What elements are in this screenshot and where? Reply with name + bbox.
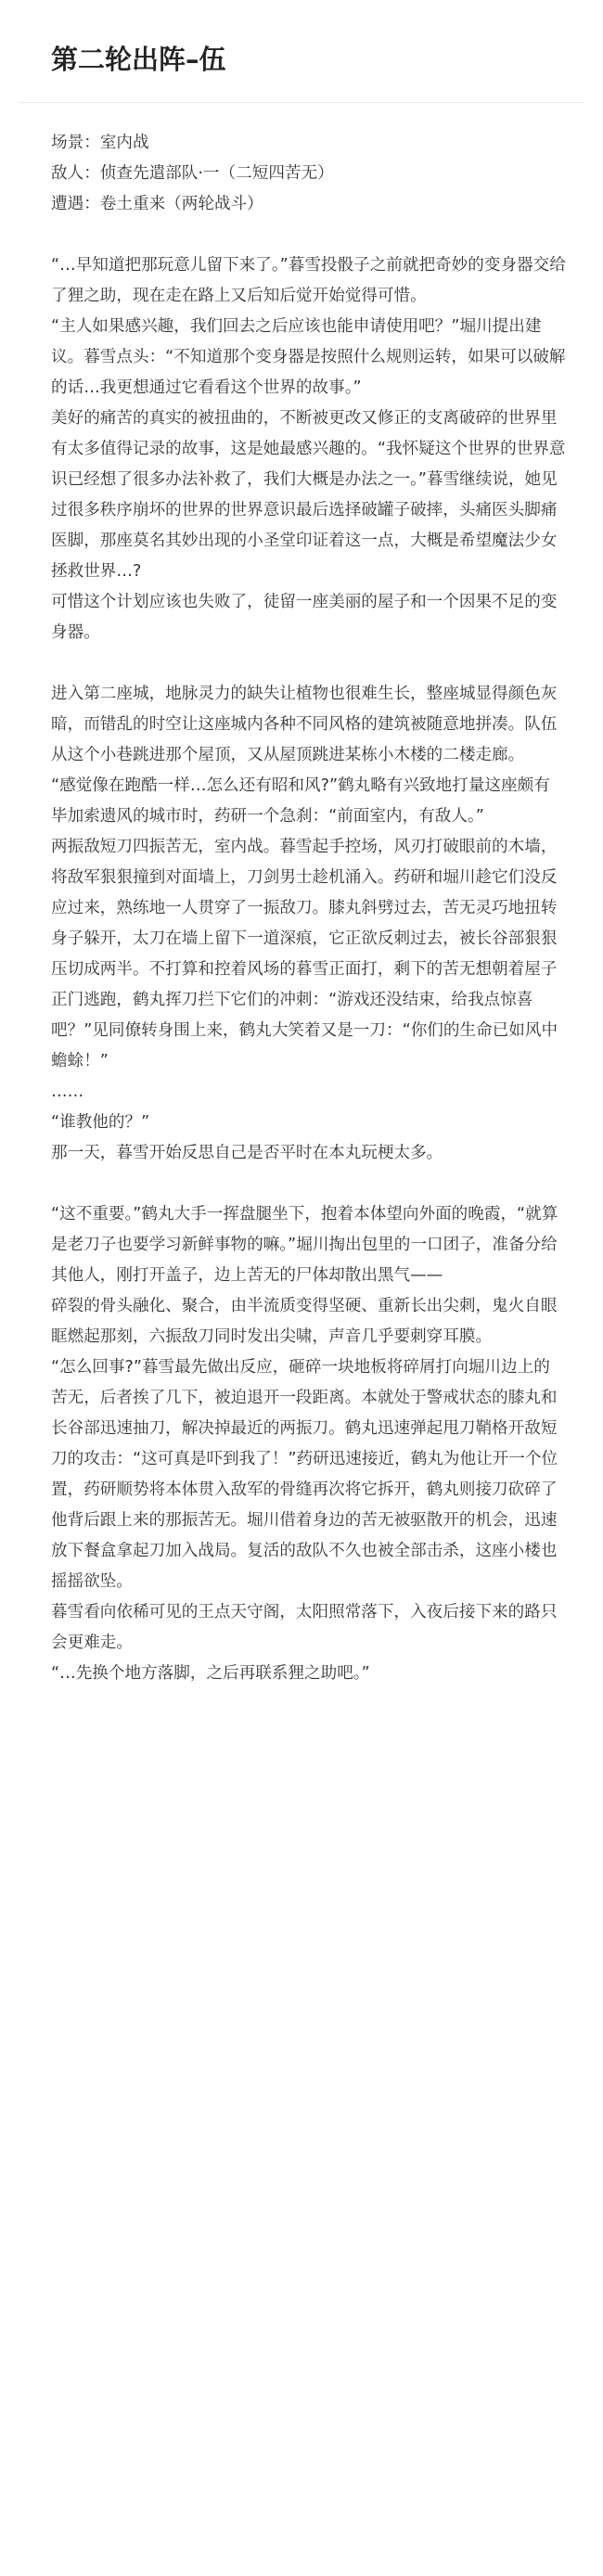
paragraph: 可惜这个计划应该也失败了，徒留一座美丽的屋子和一个因果不足的变身器。 — [51, 593, 558, 642]
paragraph: 碎裂的骨头融化、聚合，由半流质变得坚硬、重新长出尖刺，鬼火自眼眶燃起那刻，六振敌刀同时发出尖啸，声音几乎要刺穿耳膜。 — [51, 1297, 558, 1346]
paragraph: “…先换个地方落脚，之后再联系狸之助吧。” — [51, 1664, 370, 1683]
paragraph: 美好的痛苦的真实的被扭曲的，不断被更改又修正的支离破碎的世界里有太多值得记录的故事，这是她最感兴趣的。“我怀疑这个世界的世界意识已经想了很多办法补救了，我们大概是办法之一。”暮雪继续说，她见过很多秩序崩坏的世界的世界意识最后选择破罐子破摔，头痛医头脚痛医脚，那座莫名其妙出现的小圣堂印证着这一点，大概是希望魔法少女拯救世界…? — [51, 409, 566, 581]
paragraph: “谁教他的？” — [51, 1113, 150, 1132]
paragraph: “感觉像在跑酷一样…怎么还有昭和风?”鹤丸略有兴致地打量这座颇有毕加索遗风的城市时，药研一个急刹：“前面室内，有敌人。” — [51, 776, 550, 826]
meta-enemy: 敌人：侦查先遣部队·一（二短四苦无） — [51, 164, 334, 183]
title-divider — [19, 102, 584, 103]
paragraph: 那一天，暮雪开始反思自己是否平时在本丸玩梗太多。 — [51, 1144, 443, 1162]
article-body — [51, 128, 566, 1689]
article-title: 第二轮出阵–伍 — [51, 44, 226, 75]
blank-line — [51, 220, 566, 250]
meta-scene: 场景：室内战 — [51, 134, 149, 152]
blank-line — [51, 648, 566, 679]
paragraph: 两振敌短刀四振苦无，室内战。暮雪起手控场，风刃打破眼前的木墙，将敌军狠狠撞到对面墙上，刀剑男士趁机涌入。药研和堀川趁它们没反应过来，熟练地一人贯穿了一振敌刀。膝丸斜劈过去，苦无灵巧地扭转身子躲开，太刀在墙上留下一道深痕，它正欲反刺过去，被长谷部狠狠压切成两半。不打算和控着风场的暮雪正面打，剩下的苦无想朝着屋子正门逃跑，鹤丸挥刀拦下它们的冲刺：“游戏还没结束，给我点惊喜吧？”见同僚转身围上来，鹤丸大笑着又是一刀：“你们的生命已如风中蟾蜍！” — [51, 838, 558, 1070]
paragraph: 暮雪看向依稀可见的王点天守阁，太阳照常落下，入夜后接下来的路只会更难走。 — [51, 1603, 558, 1652]
meta-encounter: 遭遇：卷土重来（两轮战斗） — [51, 195, 263, 213]
blank-line — [51, 1169, 566, 1199]
paragraph: …… — [51, 1083, 84, 1101]
paragraph: “这不重要。”鹤丸大手一挥盘腿坐下，抱着本体望向外面的晚霞，“就算是老刀子也要学习新鲜事物的嘛。”堀川掏出包里的一口团子，准备分给其他人，刚打开盖子，边上苦无的尸体却散出黑气—— — [51, 1205, 558, 1285]
paragraph: “主人如果感兴趣，我们回去之后应该也能申请使用吧？”堀川提出建议。暮雪点头：“不知道那个变身器是按照什么规则运转，如果可以破解的话…我更想通过它看看这个世界的故事。” — [51, 317, 566, 397]
paragraph: “怎么回事?”暮雪最先做出反应，砸碎一块地板将碎屑打向堀川边上的苦无，后者挨了几下，被迫退开一段距离。本就处于警戒状态的膝丸和长谷部迅速抽刀，解决掉最近的两振刀。鹤丸迅速弹起甩刀鞘格开敌短刀的攻击：“这可真是吓到我了！”药研迅速接近，鹤丸为他让开一个位置，药研顺势将本体贯入敌军的骨缝再次将它拆开，鹤丸则接刀砍碎了他背后跟上来的那振苦无。堀川借着身边的苦无被驱散开的机会，迅速放下餐盒拿起刀加入战局。复活的敌队不久也被全部击杀，这座小楼也摇摇欲坠。 — [51, 1358, 558, 1591]
paragraph: 进入第二座城，地脉灵力的缺失让植物也很难生长，整座城显得颜色灰暗，而错乱的时空让这座城内各种不同风格的建筑被随意地拼凑。队伍从这个小巷跳进那个屋顶，又从屋顶跳进某栋小木楼的二楼走廊。 — [51, 685, 558, 764]
paragraph: “…早知道把那玩意儿留下来了。”暮雪投骰子之前就把奇妙的变身器交给了狸之助，现在走在路上又后知后觉开始觉得可惜。 — [51, 256, 566, 305]
